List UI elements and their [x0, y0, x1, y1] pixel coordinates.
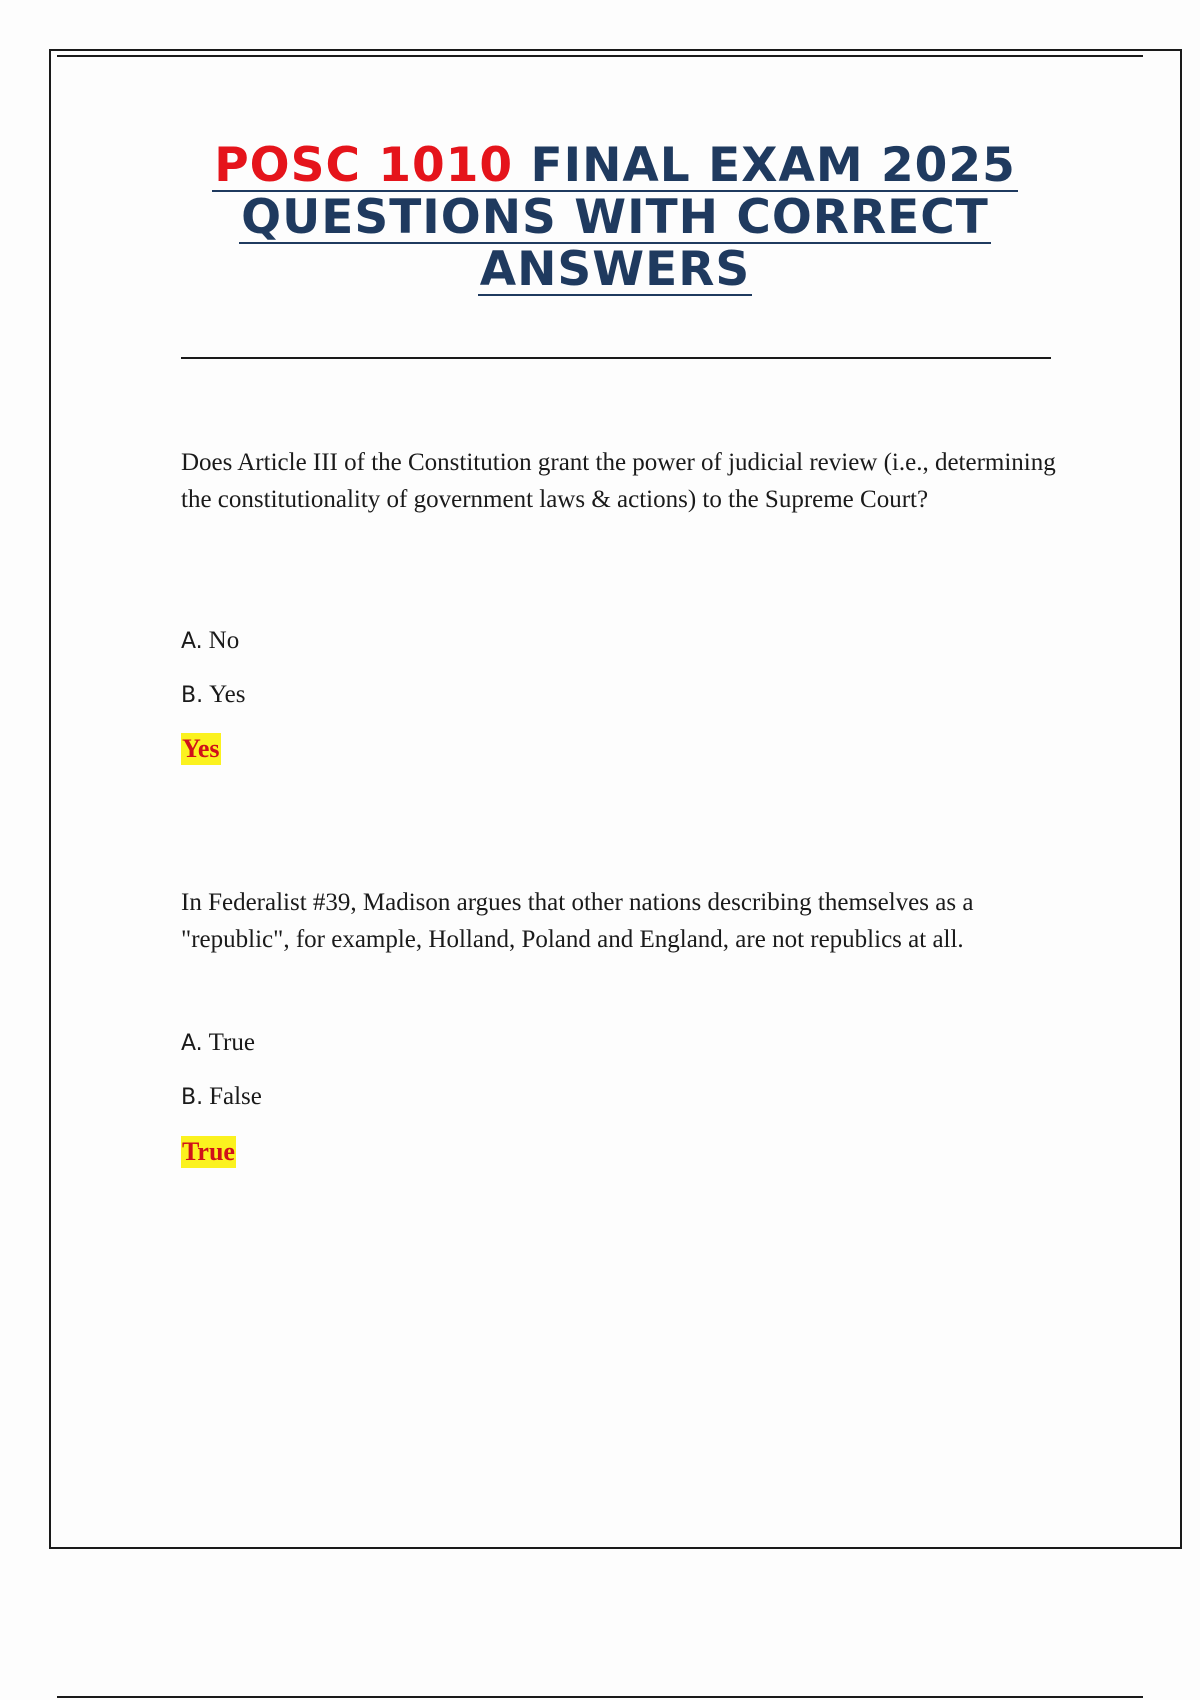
option-text: False: [209, 1083, 262, 1110]
option-text: No: [208, 627, 240, 654]
question-1-option-b: [181, 680, 245, 711]
question-2-text: In Federalist #39, Madison argues that other nations describing themselves as a "republic", for example, Holland, Poland and England, are not republics at all.: [181, 889, 974, 953]
option-letter: B.: [181, 1085, 204, 1110]
next-page-top-rule: [57, 1696, 1143, 1698]
title-line-2: QUESTIONS WITH CORRECT: [241, 190, 989, 245]
option-letter: A.: [181, 1031, 203, 1056]
question-1-answer: Yes: [182, 734, 220, 763]
title-divider: [181, 357, 1051, 359]
top-rule: [57, 55, 1143, 57]
option-text: Yes: [209, 681, 246, 708]
title-line-1: [212, 138, 1018, 193]
course-code: POSC 1010: [214, 138, 514, 193]
question-1-option-a: [181, 626, 239, 657]
title-line-1-rest: FINAL EXAM 2025: [513, 138, 1016, 193]
question-2-option-a: [181, 1028, 255, 1059]
option-letter: B.: [181, 683, 204, 708]
option-text: True: [208, 1029, 255, 1056]
question-1-text: Does Article III of the Constitution grant the power of judicial review (i.e., determining the constitutionality of government laws & actions) to the Supreme Court?: [181, 449, 1056, 513]
option-letter: A.: [181, 629, 203, 654]
title-line-3: ANSWERS: [479, 242, 751, 297]
question-2-option-b: [181, 1082, 262, 1113]
question-2-answer: True: [182, 1137, 235, 1166]
document-title: [180, 140, 1050, 296]
